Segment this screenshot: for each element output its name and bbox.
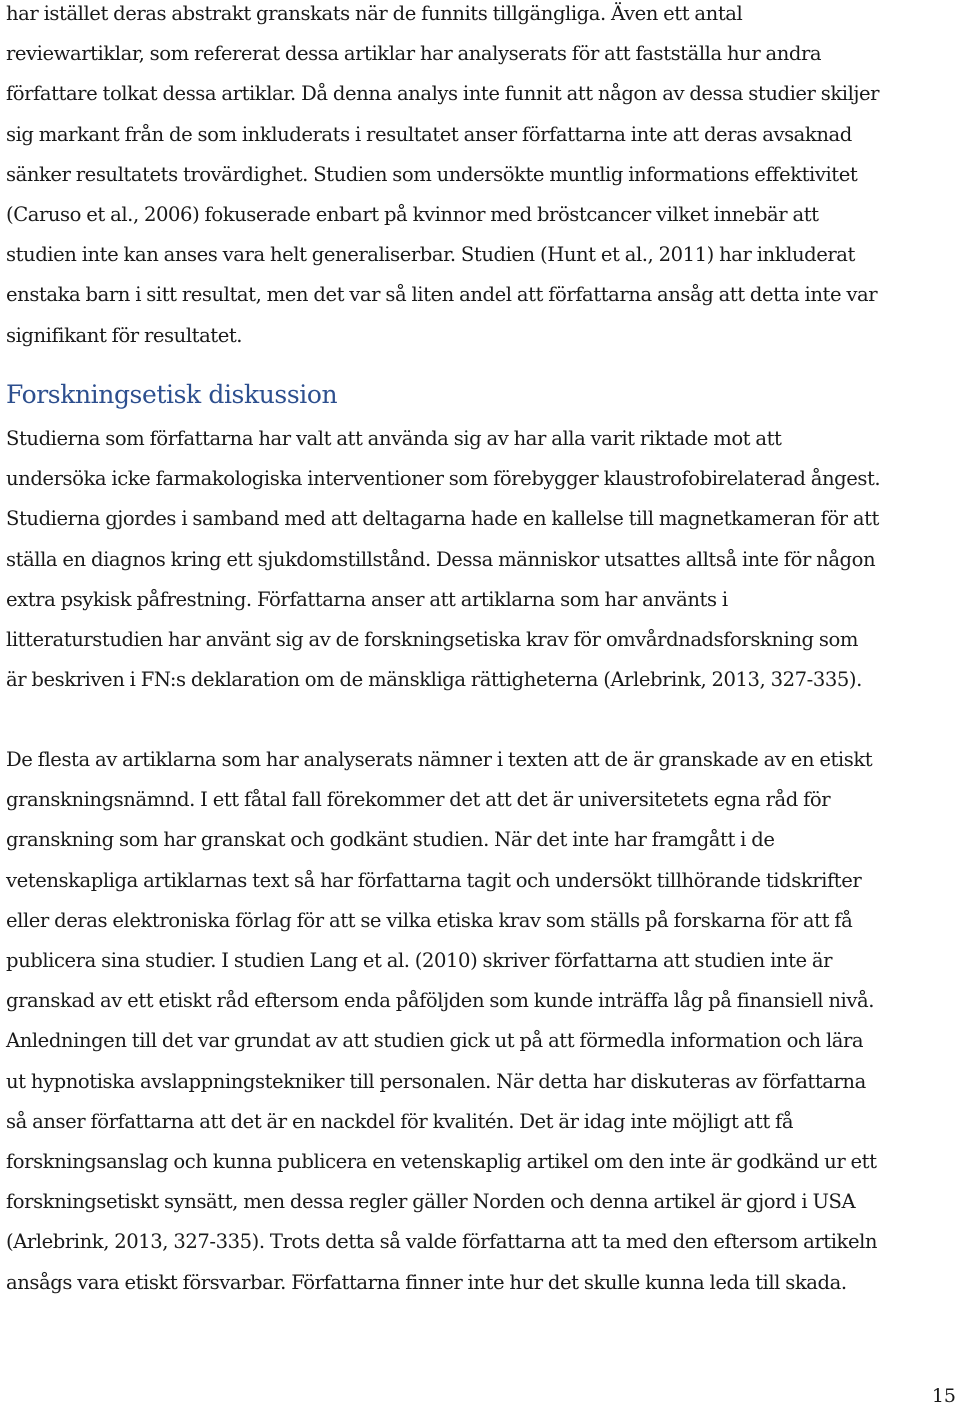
- text-line: är beskriven i FN:s deklaration om de mänskliga rättigheterna (Arlebrink, 2013, 327-335).: [6, 668, 862, 692]
- page-number: 15: [931, 1385, 956, 1407]
- text-line: granskad av ett etiskt råd eftersom enda påföljden som kunde inträffa låg på finansiell nivå.: [6, 989, 874, 1013]
- text-line: forskningsanslag och kunna publicera en vetenskaplig artikel om den inte är godkänd ur ett: [6, 1150, 877, 1174]
- text-line: studien inte kan anses vara helt generaliserbar. Studien (Hunt et al., 2011) har inkluderat: [6, 243, 855, 267]
- text-line: Studierna som författarna har valt att använda sig av har alla varit riktade mot att: [6, 427, 782, 450]
- text-line: vetenskapliga artiklarnas text så har författarna tagit och undersökt tillhörande tidskrifter: [6, 868, 862, 892]
- text-line: Anledningen till det var grundat av att studien gick ut på att förmedla information och lära: [6, 1029, 864, 1053]
- text-line: sig markant från de som inkluderats i resultatet anser författarna inte att deras avsaknad: [6, 122, 852, 146]
- text-line: litteraturstudien har använt sig av de forskningsetiska krav för omvårdnadsforskning som: [6, 628, 858, 652]
- text-line: granskning som har granskat och godkänt studien. När det inte har framgått i de: [6, 828, 775, 852]
- text-line: sänker resultatets trovärdighet. Studien som undersökte muntlig informations effektivitet: [6, 162, 858, 186]
- text-line: ansågs vara etiskt försvarbar. Författarna finner inte hur det skulle kunna leda till skada.: [6, 1270, 847, 1294]
- text-line: forskningsetiskt synsätt, men dessa regler gäller Norden och denna artikel är gjord i USA: [6, 1190, 856, 1214]
- text-line: ut hypnotiska avslappningstekniker till personalen. När detta har diskuteras av författarna: [6, 1069, 866, 1093]
- text-line: extra psykisk påfrestning. Författarna anser att artiklarna som har använts i: [6, 587, 728, 611]
- text-line: författare tolkat dessa artiklar. Då denna analys inte funnit att någon av dessa studier skiljer: [6, 82, 880, 106]
- text-line: De flesta av artiklarna som har analyserats nämner i texten att de är granskade av en etiskt: [6, 748, 873, 771]
- body-paragraph-2: [6, 419, 880, 700]
- text-line: reviewartiklar, som refererat dessa artiklar har analyserats för att fastställa hur andra: [6, 42, 822, 66]
- text-line: eller deras elektroniska förlag för att se vilka etiska krav som ställs på forskarna för att få: [6, 908, 853, 932]
- text-line: publicera sina studier. I studien Lang et al. (2010) skriver författarna att studien inte är: [6, 949, 833, 973]
- text-line: enstaka barn i sitt resultat, men det var så liten andel att författarna ansåg att detta inte var: [6, 283, 878, 307]
- text-line: så anser författarna att det är en nackdel för kvalitén. Det är idag inte möjligt att få: [6, 1109, 794, 1133]
- text-line: granskningsnämnd. I ett fåtal fall förekommer det att det är universitetets egna råd för: [6, 788, 831, 812]
- text-line: (Caruso et al., 2006) fokuserade enbart på kvinnor med bröstcancer vilket innebär att: [6, 203, 819, 227]
- text-line: ställa en diagnos kring ett sjukdomstillstånd. Dessa människor utsattes alltså inte för någon: [6, 547, 876, 571]
- body-paragraph-1: [6, 0, 879, 356]
- body-paragraph-3: [6, 740, 877, 1303]
- text-line: Studierna gjordes i samband med att deltagarna hade en kallelse till magnetkameran för att: [6, 507, 879, 531]
- text-line: undersöka icke farmakologiska interventioner som förebygger klaustrofobirelaterad ångest.: [6, 467, 881, 491]
- text-line: signifikant för resultatet.: [6, 323, 243, 347]
- text-line: har istället deras abstrakt granskats när de funnits tillgängliga. Även ett antal: [6, 2, 743, 25]
- section-heading: Forskningsetisk diskussion: [6, 380, 338, 409]
- text-line: (Arlebrink, 2013, 327-335). Trots detta så valde författarna att ta med den eftersom artikeln: [6, 1230, 878, 1254]
